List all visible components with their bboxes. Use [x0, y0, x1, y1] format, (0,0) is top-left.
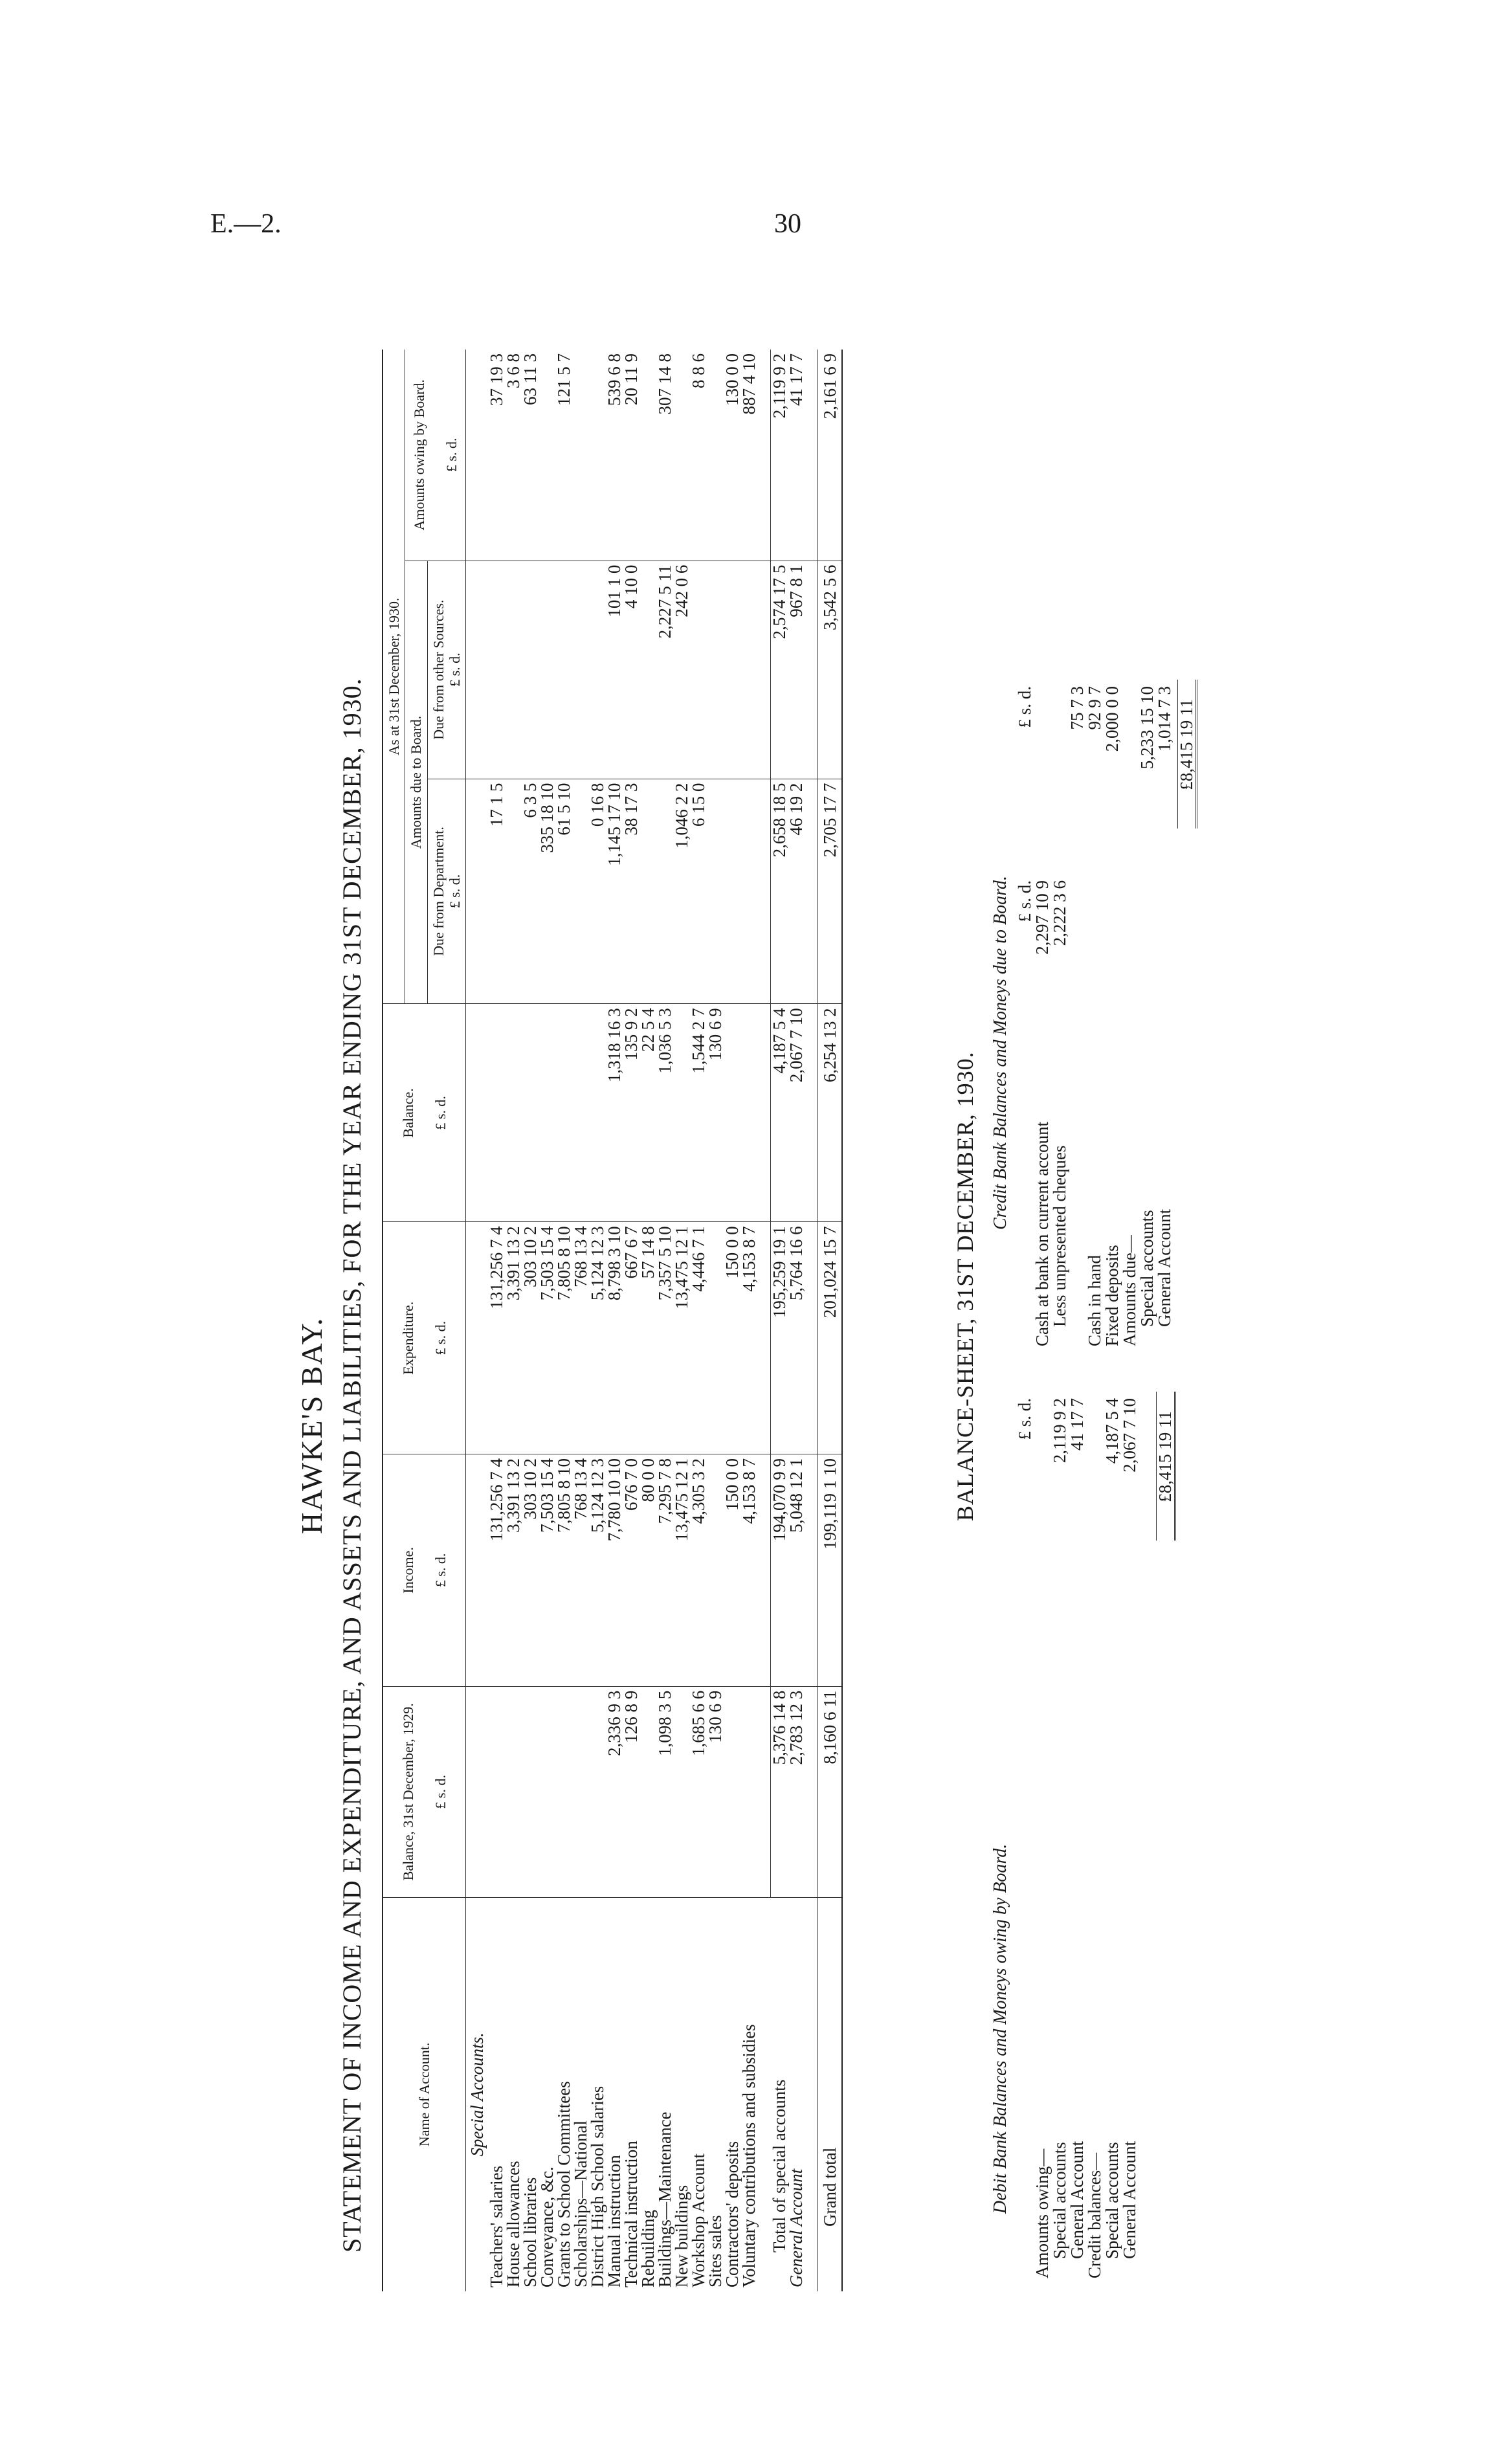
table-row: District High School salaries 5,124 12 3 5,124 12 3 0 16 8 [589, 350, 606, 2291]
col-name-header: Name of Account. [383, 1897, 466, 2291]
document-title: HAWKE'S BAY. [295, 1317, 328, 1534]
col-income-header: Income. £ s. d. [383, 1454, 466, 1687]
col-due-other-header: Due from other Sources. £ s. d. [427, 561, 466, 779]
table-row: Contractors' deposits 150 0 0 150 0 0 130 0 0 [724, 350, 740, 2291]
table-row: Sites sales 130 6 9 130 6 9 [707, 350, 724, 2291]
amounts-due-header: Amounts due to Board. [405, 561, 427, 1004]
table-row: House allowances 3,391 13 2 3,391 13 2 3 6 8 [505, 350, 522, 2291]
table-row: Scholarships—National 768 13 4 768 13 4 [572, 350, 589, 2291]
col-due-dept-header: Due from Department. £ s. d. [427, 779, 466, 1004]
table-row: Buildings—Maintenance 1,098 3 5 7,295 7 8 7,357 5 10 1,036 5 3 2,227 5 11 307 14 8 [656, 350, 673, 2291]
statement-table [382, 350, 843, 2291]
table-row: Manual instruction 2,336 9 3 7,780 10 10 8,798 3 10 1,318 16 3 1,145 17 10 101 1 0 539 6 8 [606, 350, 623, 2291]
table-row: Workshop Account 1,685 6 6 4,305 3 2 4,446 7 1 1,544 2 7 6 15 0 8 8 6 [690, 350, 707, 2291]
section-row [466, 350, 489, 2291]
section-label: Special Accounts. [467, 2032, 487, 2157]
total-special-row: Total of special accounts 5,376 14 8 194,070 9 9 195,259 19 1 4,187 5 4 2,658 18 5 2,574 17 5 2,119 9 2 [771, 350, 788, 2291]
table-row: Technical instruction 126 8 9 676 7 0 667 6 7 135 9 2 38 17 3 4 10 0 20 11 9 [623, 350, 639, 2291]
balance-sheet-title: BALANCE-SHEET, 31ST DECEMBER, 1930. [952, 1051, 978, 1521]
rotated-page-content [278, 155, 1372, 2317]
credit-column: £ s. d. £ s. d. Cash at bank on current account 2,297 10 9 Less unpresented cheques 2,222 3 6 75 7 3 Cash in hand 92 9 7 Fixed deposits 2,000 0 0 Amounts due— Special accounts 5,233 15 10 General Account 1,014 7 3 £8,415 19 11 [1016, 375, 1197, 1346]
statement-title: STATEMENT OF INCOME AND EXPENDITURE, AND ASSETS AND LIABILITIES, FOR THE YEAR ENDING 31ST DECEMBER, 1930. [337, 678, 366, 2253]
table-row: Rebuilding 80 0 0 57 14 8 22 5 4 [639, 350, 656, 2291]
as-at-header: As at 31st December, 1930. [383, 350, 405, 1004]
col-balance-header: Balance. £ s. d. [383, 1004, 466, 1222]
page-number: 30 [774, 209, 801, 239]
debit-column: £ s. d. Amounts owing— Special accounts 2,119 9 2 General Account 41 17 7 Credit balances— Special accounts 4,187 5 4 General Account 2,067 7 10 £8,415 19 11 [1016, 1372, 1176, 2278]
page-code: E.—2. [210, 209, 282, 239]
table-row: School libraries 303 10 2 303 10 2 6 3 5 63 11 3 [522, 350, 539, 2291]
table-row: Voluntary contributions and subsidies 4,153 8 7 4,153 8 7 887 4 10 [740, 350, 757, 2291]
table-row: Teachers' salaries 131,256 7 4 131,256 7 4 17 1 5 37 19 3 [488, 350, 505, 2291]
col-balance-1929-header: Balance, 31st December, 1929. £ s. d. [383, 1686, 466, 1897]
col-expenditure-header: Expenditure. £ s. d. [383, 1222, 466, 1454]
col-owing-header: Amounts owing by Board. £ s. d. [405, 350, 466, 561]
credit-title: Credit Bank Balances and Moneys due to Board. [990, 876, 1010, 1230]
table-row: Conveyance, &c. 7,503 15 4 7,503 15 4 335 18 10 [539, 350, 555, 2291]
grand-total-row: Grand total 8,160 6 11 199,119 1 10 201,024 15 7 6,254 13 2 2,705 17 7 3,542 5 6 2,161 6 9 [818, 350, 843, 2291]
debit-title: Debit Bank Balances and Moneys owing by Board. [990, 1843, 1010, 2214]
table-row: Grants to School Committees 7,805 8 10 7,805 8 10 61 5 10 121 5 7 [555, 350, 572, 2291]
table-row: New buildings 13,475 12 1 13,475 12 1 1,046 2 2 242 0 6 [673, 350, 690, 2291]
general-account-row: General Account 2,783 12 3 5,048 12 1 5,764 16 6 2,067 7 10 46 19 2 967 8 1 41 17 7 [788, 350, 805, 2291]
